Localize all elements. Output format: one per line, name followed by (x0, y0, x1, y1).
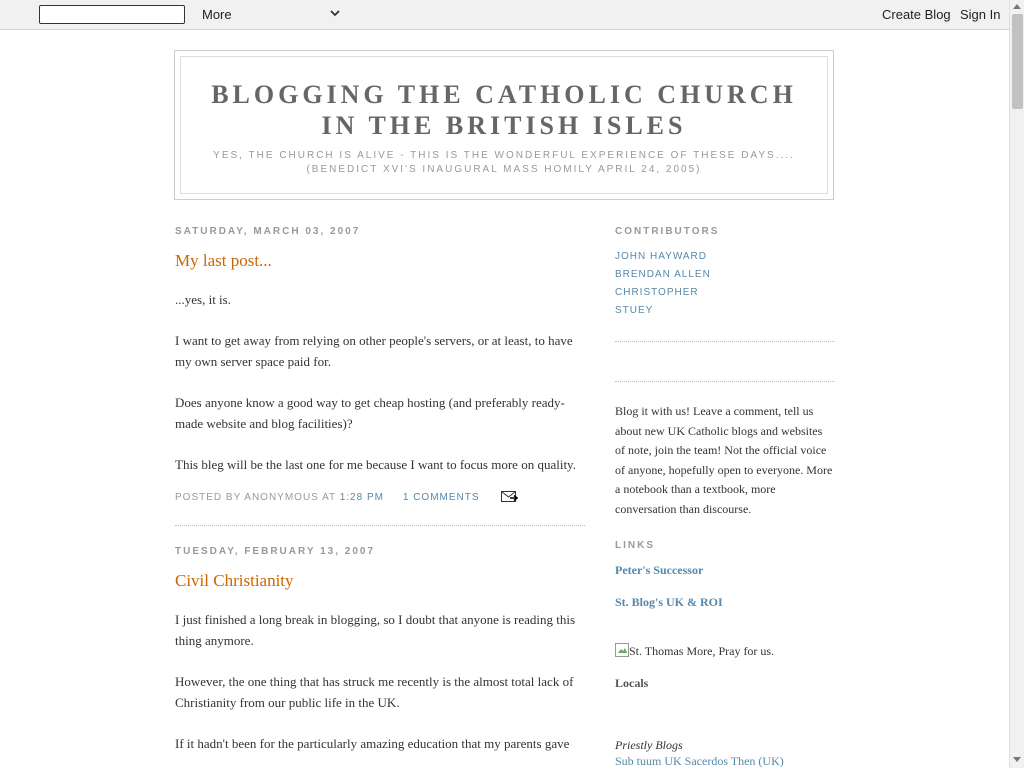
st-thomas-more-image (615, 642, 835, 660)
blogger-navbar (0, 0, 1009, 30)
post-date: SATURDAY, MARCH 03, 2007 (175, 226, 361, 237)
sidebar-divider (615, 381, 835, 382)
blog-description-line2: (BENEDICT XVI'S INAUGURAL MASS HOMILY APRIL 24, 2005) (306, 164, 702, 175)
email-post-icon[interactable] (501, 491, 518, 503)
post-title-link[interactable]: Civil Christianity (175, 571, 294, 590)
link-st-blogs-uk-roi[interactable]: St. Blog's UK & ROI (615, 595, 723, 609)
scroll-up-arrow-icon[interactable] (1013, 4, 1021, 9)
locals-heading: Locals (615, 676, 649, 690)
main-column (175, 225, 585, 774)
blog-header (174, 50, 834, 200)
priestly-blogs-heading: Priestly Blogs (615, 738, 683, 752)
post-paragraph: Does anyone know a good way to get cheap hosting (and preferably ready-made website and blog facilities)? (175, 395, 565, 431)
post-paragraph: I want to get away from relying on other people's servers, or at least, to have my own server space paid for. (175, 333, 573, 369)
post-comments-link[interactable]: 1 COMMENTS (402, 492, 480, 503)
contributor-link[interactable]: BRENDAN ALLEN (615, 269, 711, 280)
more-dropdown-label[interactable]: More (202, 7, 232, 22)
post-author: POSTED BY ANONYMOUS AT (175, 492, 336, 503)
post-body (175, 289, 585, 475)
scroll-thumb[interactable] (1012, 14, 1023, 109)
sidebar-divider (615, 341, 835, 342)
post-paragraph: If it hadn't been for the particularly amazing education that my parents gave (175, 736, 570, 751)
page-scrollbar[interactable] (1009, 0, 1024, 768)
priestly-blog-links[interactable]: Sub tuum UK Sacerdos Then (UK) (615, 754, 784, 768)
chevron-down-icon[interactable] (329, 7, 341, 19)
post-paragraph: ...yes, it is. (175, 292, 231, 307)
blog-title[interactable] (181, 79, 827, 141)
contributor-link[interactable]: CHRISTOPHER (615, 287, 699, 298)
post-footer (175, 491, 585, 526)
contributor-link[interactable]: JOHN HAYWARD (615, 251, 707, 262)
navbar-search-input[interactable] (39, 5, 185, 24)
contributors-list (615, 248, 835, 320)
post-date: TUESDAY, FEBRUARY 13, 2007 (175, 546, 376, 557)
contributors-heading: CONTRIBUTORS (615, 226, 720, 237)
post-paragraph: However, the one thing that has struck me recently is the almost total lack of Christianity from our public life in the UK. (175, 674, 574, 710)
sign-in-link[interactable]: Sign In (960, 7, 1001, 22)
blog-title-line1[interactable]: BLOGGING THE CATHOLIC CHURCH (211, 80, 797, 109)
post (175, 545, 585, 754)
blog-description-line1: YES, THE CHURCH IS ALIVE - THIS IS THE WONDERFUL EXPERIENCE OF THESE DAYS.... (213, 150, 795, 161)
create-blog-link[interactable]: Create Blog (882, 7, 951, 22)
image-alt-text: St. Thomas More, Pray for us. (629, 644, 775, 658)
contributor-link[interactable]: STUEY (615, 305, 654, 316)
scroll-down-arrow-icon[interactable] (1013, 757, 1021, 762)
post-paragraph: I just finished a long break in blogging, so I doubt that anyone is reading this thing anymore. (175, 612, 576, 648)
link-peters-successor[interactable]: Peter's Successor (615, 563, 704, 577)
blog-title-line2[interactable]: IN THE BRITISH ISLES (321, 111, 687, 140)
broken-image-icon (615, 643, 629, 657)
blog-description (191, 149, 817, 177)
about-text: Blog it with us! Leave a comment, tell us about new UK Catholic blogs and websites of note, join the team! Not the official voice of anyone, hopefully open to everyone. More a notebook than a textbook, more conversation than discourse. (615, 404, 833, 516)
post (175, 225, 585, 526)
post-title-link[interactable]: My last post... (175, 251, 272, 270)
post-body (175, 609, 585, 754)
links-heading: LINKS (615, 540, 655, 551)
sidebar (615, 225, 835, 769)
post-time-link[interactable]: 1:28 PM (339, 492, 384, 503)
blog-header-inner (180, 56, 828, 194)
post-paragraph: This bleg will be the last one for me because I want to focus more on quality. (175, 457, 576, 472)
